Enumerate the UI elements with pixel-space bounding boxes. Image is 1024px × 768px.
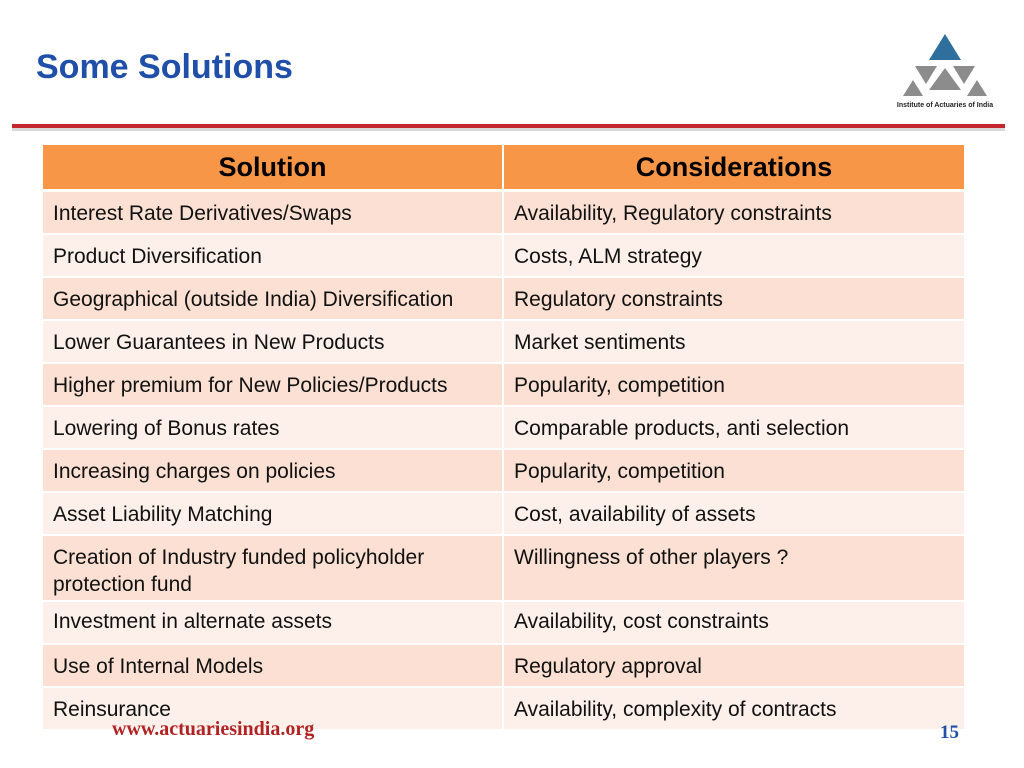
considerations-cell: Cost, availability of assets — [503, 492, 964, 535]
table-row — [43, 449, 964, 492]
solution-cell: Creation of Industry funded policyholder protection fund — [43, 535, 503, 601]
logo-caption: Institute of Actuaries of India — [896, 102, 994, 109]
considerations-cell: Availability, complexity of contracts — [503, 687, 964, 730]
considerations-cell: Availability, Regulatory constraints — [503, 191, 964, 235]
table-row — [43, 644, 964, 687]
solution-cell: Product Diversification — [43, 234, 503, 277]
table-row — [43, 535, 964, 601]
solution-cell: Geographical (outside India) Diversification — [43, 277, 503, 320]
solution-cell: Lower Guarantees in New Products — [43, 320, 503, 363]
solution-cell: Interest Rate Derivatives/Swaps — [43, 191, 503, 235]
solution-cell: Increasing charges on policies — [43, 449, 503, 492]
table-row — [43, 320, 964, 363]
considerations-cell: Regulatory approval — [503, 644, 964, 687]
table-row — [43, 234, 964, 277]
considerations-cell: Comparable products, anti selection — [503, 406, 964, 449]
footer-website-link[interactable]: www.actuariesindia.org — [112, 718, 315, 740]
table-row — [43, 601, 964, 644]
solution-cell: Higher premium for New Policies/Products — [43, 363, 503, 406]
table-row — [43, 363, 964, 406]
header-considerations: Considerations — [503, 145, 964, 191]
page-number: 15 — [940, 722, 959, 743]
solution-cell: Lowering of Bonus rates — [43, 406, 503, 449]
considerations-cell: Market sentiments — [503, 320, 964, 363]
considerations-cell: Regulatory constraints — [503, 277, 964, 320]
slide-title: Some Solutions — [36, 48, 293, 86]
header-solution: Solution — [43, 145, 503, 191]
institute-logo — [893, 28, 997, 116]
solution-cell: Investment in alternate assets — [43, 601, 503, 644]
solution-cell: Use of Internal Models — [43, 644, 503, 687]
triangle-logo-icon — [893, 28, 997, 102]
table-row — [43, 492, 964, 535]
solution-cell: Asset Liability Matching — [43, 492, 503, 535]
table-row — [43, 191, 964, 235]
title-divider-shadow — [12, 128, 1005, 131]
solutions-table — [43, 145, 964, 731]
considerations-cell: Popularity, competition — [503, 363, 964, 406]
solution-cell: Reinsurance — [43, 687, 503, 730]
considerations-cell: Availability, cost constraints — [503, 601, 964, 644]
table-header-row — [43, 145, 964, 191]
table-row — [43, 406, 964, 449]
considerations-cell: Costs, ALM strategy — [503, 234, 964, 277]
table-row — [43, 277, 964, 320]
considerations-cell: Popularity, competition — [503, 449, 964, 492]
considerations-cell: Willingness of other players ? — [503, 535, 964, 601]
